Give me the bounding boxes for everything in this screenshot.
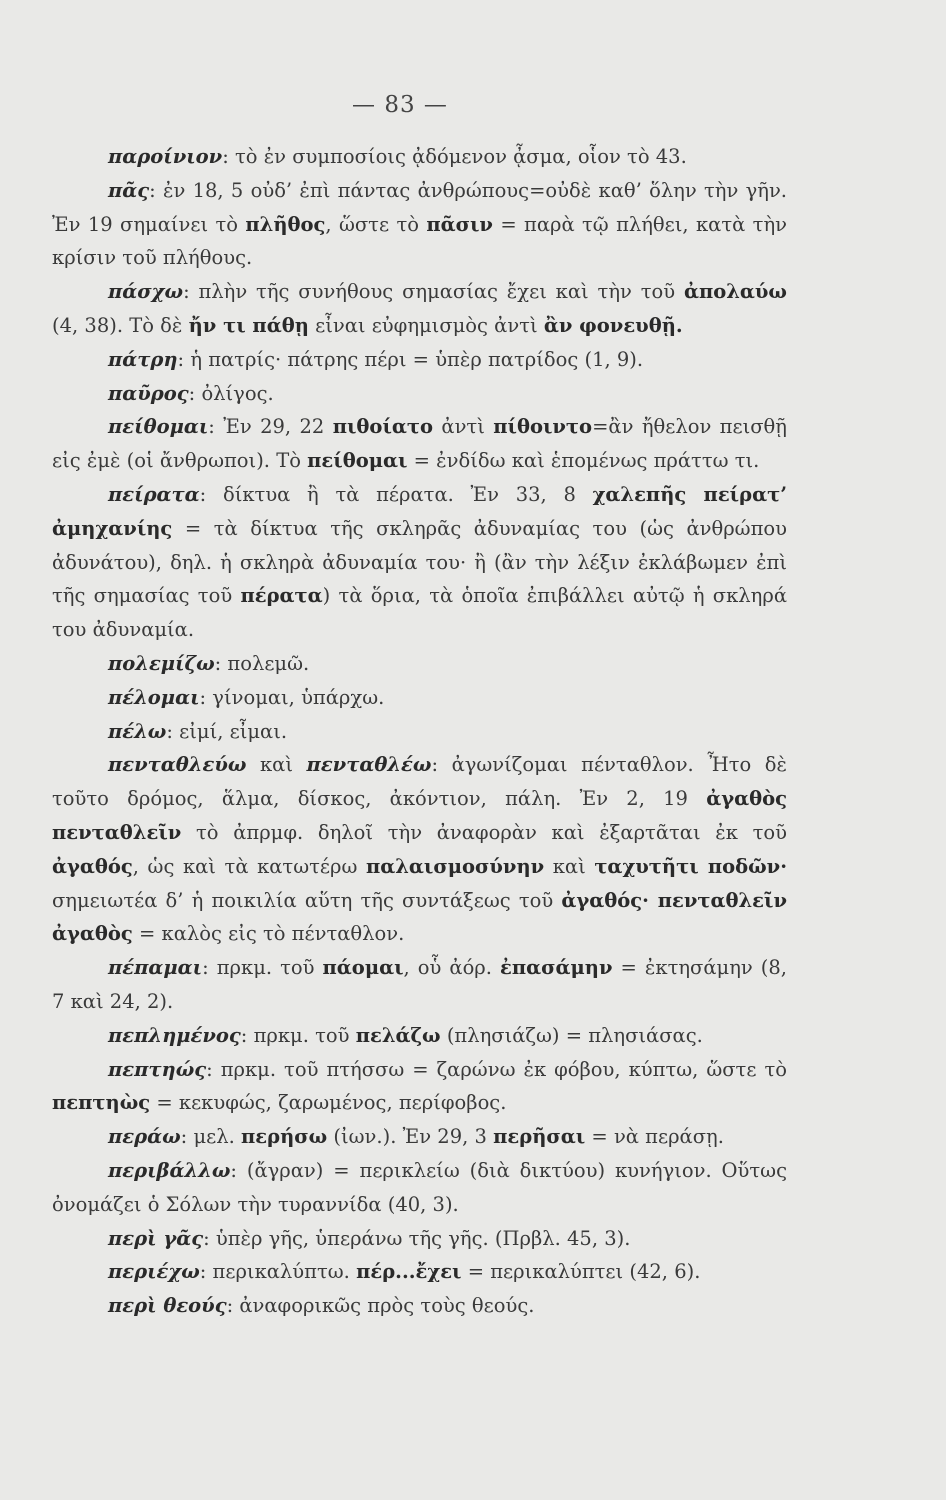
glossary-entry: [52, 377, 787, 411]
definition-text: , ὡς καὶ τὰ κατωτέρω: [132, 854, 366, 878]
glossary-entry: [52, 174, 787, 275]
headword: περὶ θεούς: [108, 1294, 227, 1318]
definition-text: = ἐνδίδω καὶ ἑπομένως πράττω τι.: [407, 449, 760, 473]
definition-text: : (ἄγραν) = περικλείω (διὰ δικτύου) κυνήγιον. Οὕτως ὀνομάζει ὁ Σόλων τὴν τυραννίδα (40, 3).: [52, 1158, 787, 1216]
headword: περιέχω: [108, 1260, 200, 1284]
definition-text: : Ἐν 29, 22: [208, 415, 333, 439]
definition-text: : ἀγωνίζομαι πένταθλον. Ἦτο δὲ τοῦτο δρόμος, ἅλμα, δίσκος, ἀκόντιον, πάλη. Ἐν 2, 19: [52, 753, 788, 811]
definition-text: : γίνομαι, ὑπάρχω.: [199, 685, 385, 709]
definition-text: καὶ: [544, 854, 595, 878]
glossary-entry: [52, 1053, 787, 1121]
glossary-entry: [52, 1255, 787, 1289]
definition-text: = ἐκτησάμην (8, 7 καὶ 24, 2).: [52, 956, 787, 1013]
definition-text: = κεκυφώς, ζαρωμένος, περίφοβος.: [150, 1091, 507, 1115]
definition-text: = περικαλύπτει (42, 6).: [461, 1260, 701, 1284]
definition-text: : μελ.: [180, 1125, 241, 1149]
definition-text: : δίκτυα ἢ τὰ πέρατα. Ἐν 33, 8: [199, 482, 593, 506]
headword: πάτρη: [108, 347, 178, 371]
glossary-entry: [52, 681, 787, 715]
bold-term: ἤν τι πάθῃ: [188, 313, 309, 337]
glossary-entry: [52, 647, 787, 681]
headword: πείρατα: [108, 482, 200, 506]
bold-term: πελάζω: [355, 1023, 441, 1047]
headword: πέπαμαι: [108, 956, 203, 980]
bold-term: ἐπασάμην: [500, 956, 613, 980]
definition-text: = παρὰ τῷ πλήθει, κατὰ τὴν κρίσιν τοῦ πλήθους.: [52, 212, 787, 270]
definition-text: σημειωτέα δ’ ἡ ποικιλία αὕτη τῆς συντάξεως τοῦ: [52, 888, 562, 912]
bold-term: περῆσαι: [493, 1125, 586, 1149]
headword: περιβάλλω: [108, 1158, 231, 1182]
headword: πολεμίζω: [108, 651, 215, 675]
definition-text: : ἐν 18, 5 οὐδ’ ἐπὶ πάντας ἀνθρώπους=οὐδὲ καθ’ ὅλην τὴν γῆν. Ἐν 19 σημαίνει τὸ: [52, 178, 787, 236]
glossary-entry: [52, 478, 787, 647]
headword: παῦρος: [108, 381, 189, 405]
page-number: — 83 —: [352, 92, 448, 118]
definition-text: = τὰ δίκτυα τῆς σκληρᾶς ἀδυναμίας του (ὡς ἀνθρώπου ἀδυνάτου), δηλ. ἡ σκληρὰ ἀδυναμία του· ἢ (ἂν τὴν λέξιν ἐκλάβωμεν ἐπὶ τῆς σημασίας τοῦ: [52, 516, 787, 608]
bold-term: πέρ...ἔχει: [356, 1260, 462, 1284]
definition-text: καὶ: [246, 753, 307, 777]
bold-term: ἀγαθός: [52, 854, 133, 878]
definition-text: , οὗ ἀόρ.: [403, 956, 501, 980]
glossary-entry: [52, 951, 787, 1019]
definition-text: : πολεμῶ.: [214, 651, 310, 675]
definition-text: ἀντὶ: [433, 415, 494, 439]
glossary-entry: [52, 1019, 787, 1053]
headword: πέλω: [108, 719, 167, 743]
definition-text: : πρκμ. τοῦ: [202, 956, 323, 980]
bold-term: ἀγαθός· πενταθλεῖν ἀγαθὸς: [52, 888, 787, 946]
headword: πᾶς: [108, 178, 150, 202]
glossary-entry: [52, 410, 787, 478]
glossary-entry: [52, 140, 787, 174]
definition-text: = νὰ περάσῃ.: [585, 1125, 724, 1149]
bold-term: ἀγαθὸς πενταθλεῖν: [52, 787, 787, 844]
bold-term: πέρατα: [240, 584, 323, 608]
definition-text: : ἀναφορικῶς πρὸς τοὺς θεούς.: [226, 1294, 535, 1318]
definition-text: : τὸ ἐν συμποσίοις ᾀδόμενον ᾆσμα, οἷον τὸ 43.: [222, 145, 687, 168]
definition-text: εἶναι εὐφημισμὸς ἀντὶ: [308, 313, 544, 337]
bold-term: πάομαι: [322, 956, 404, 980]
bold-term: πεπτηὼς: [52, 1091, 151, 1115]
definition-text: : περικαλύπτω.: [199, 1260, 357, 1284]
glossary-entry: [52, 1222, 787, 1256]
headword: περάω: [108, 1125, 181, 1149]
definition-text: : ὑπὲρ γῆς, ὑπεράνω τῆς γῆς. (Πρβλ. 45, 3).: [203, 1226, 631, 1250]
glossary-entry: [52, 748, 787, 951]
glossary-entry: [52, 1154, 787, 1222]
headword: πενταθλεύω: [108, 753, 247, 777]
glossary-entry: [52, 715, 787, 749]
bold-term: περήσω: [240, 1125, 328, 1149]
bold-term: πιθοίατο: [332, 415, 434, 439]
definition-text: : πρκμ. τοῦ πτήσσω = ζαρώνω ἐκ φόβου, κύπτω, ὥστε τὸ: [206, 1057, 787, 1081]
bold-term: ἂν φονευθῇ.: [543, 313, 683, 337]
bold-term: παλαισμοσύνην: [365, 854, 545, 878]
headword: περὶ γᾶς: [108, 1226, 204, 1250]
headword: πεπτηώς: [108, 1057, 207, 1081]
definition-text: , ὥστε τὸ: [325, 212, 427, 236]
glossary-entries: [52, 140, 787, 1323]
bold-term: πᾶσιν: [426, 212, 493, 236]
definition-text: : ὀλίγος.: [188, 381, 274, 405]
headword: πείθομαι: [108, 415, 209, 439]
definition-text: : πλὴν τῆς συνήθους σημασίας ἔχει καὶ τὴν τοῦ: [183, 280, 684, 304]
bold-term: πλῆθος: [245, 212, 326, 236]
definition-text: (ἰων.). Ἐν 29, 3: [327, 1125, 494, 1149]
glossary-entry: [52, 1120, 787, 1154]
definition-text: : εἰμί, εἶμαι.: [166, 719, 288, 743]
glossary-entry: [52, 343, 787, 377]
definition-text: =ἂν ἤθελον πεισθῇ εἰς ἐμὲ (οἱ ἄνθρωποι). Τὸ: [52, 415, 787, 473]
headword: πάσχω: [108, 280, 184, 304]
bold-term: ἀπολαύω: [683, 280, 787, 304]
definition-text: = καλὸς εἰς τὸ πένταθλον.: [132, 922, 405, 946]
glossary-entry: [52, 275, 787, 343]
headword: πέλομαι: [108, 685, 200, 709]
headword: παροίνιον: [108, 145, 223, 168]
bold-term: ταχυτῆτι ποδῶν·: [594, 854, 787, 878]
headword: πεπλημένος: [108, 1023, 241, 1047]
definition-text: τὸ ἀπρμφ. δηλοῖ τὴν ἀναφορὰν καὶ ἐξαρτᾶται ἐκ τοῦ: [181, 820, 787, 844]
definition-text: (πλησιάζω) = πλησιάσας.: [440, 1023, 703, 1047]
definition-text: ) τὰ ὅρια, τὰ ὁποῖα ἐπιβάλλει αὐτῷ ἡ σκληρά του ἀδυναμία.: [52, 584, 787, 642]
bold-term: πίθοιντο: [493, 415, 593, 439]
definition-text: : ἡ πατρίς· πάτρης πέρι = ὑπὲρ πατρίδος (1, 9).: [177, 347, 644, 371]
bold-term: πείθομαι: [307, 449, 408, 473]
definition-text: (4, 38). Τὸ δὲ: [52, 313, 189, 337]
bold-term: χαλεπῆς πείρατ’ ἀμηχανίης: [52, 482, 787, 540]
glossary-entry: [52, 1289, 787, 1323]
headword: πενταθλέω: [306, 753, 432, 777]
definition-text: : πρκμ. τοῦ: [240, 1023, 356, 1047]
